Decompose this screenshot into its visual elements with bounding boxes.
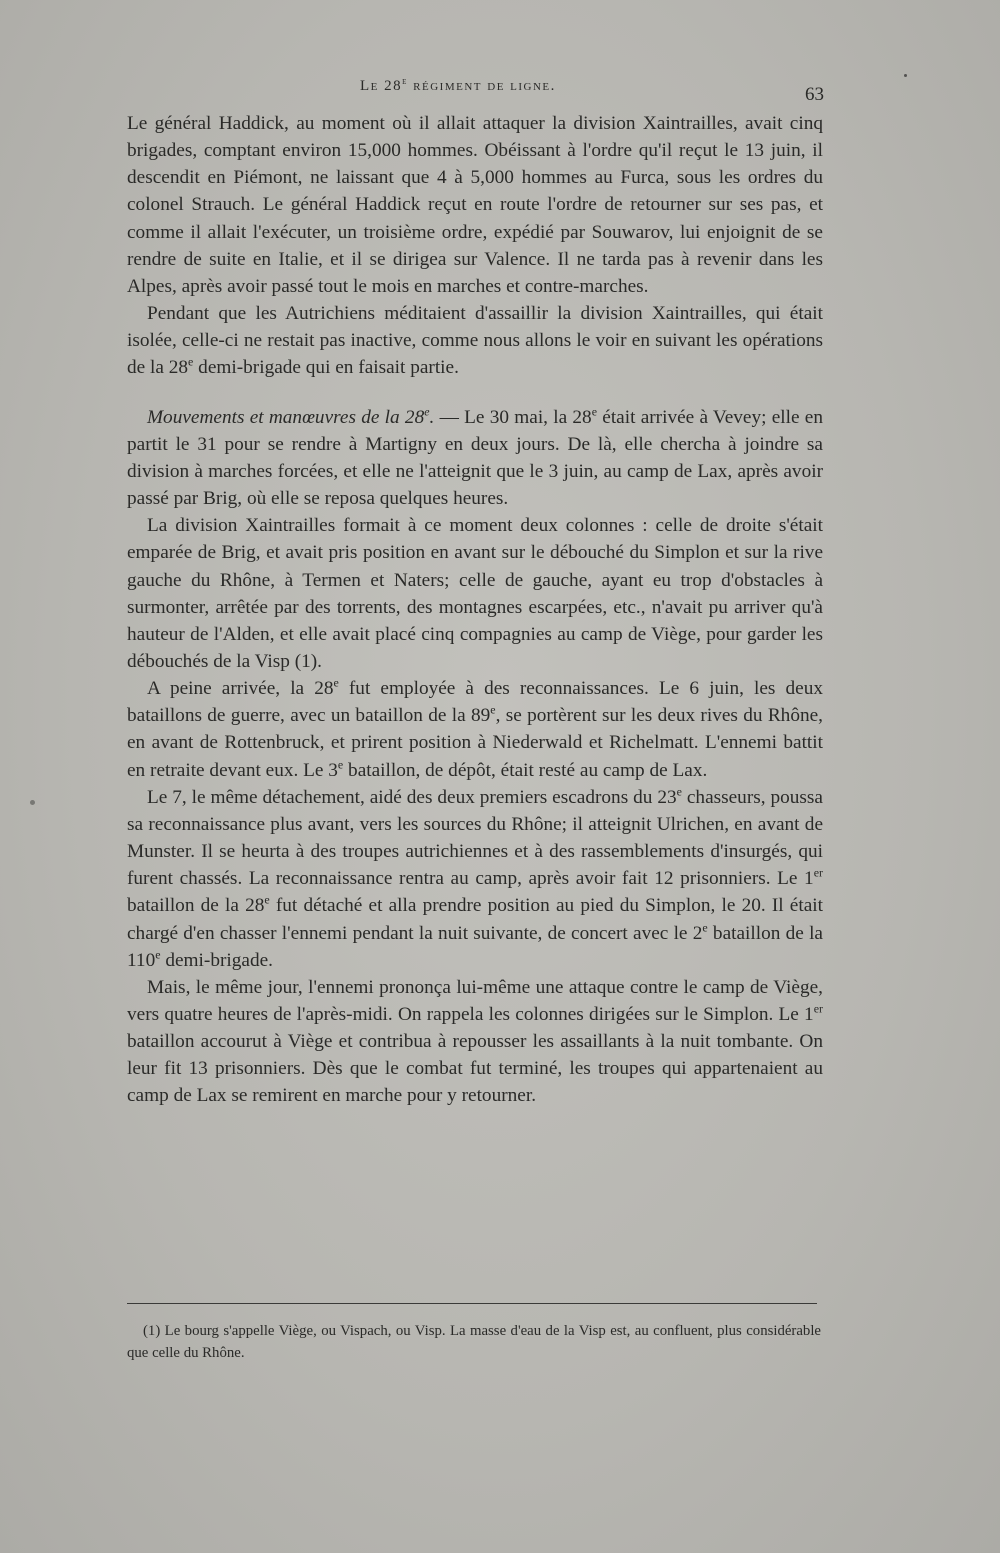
section-title: Mouvements et manœuvres de la 28e.: [147, 404, 435, 428]
paragraph-5: A peine arrivée, la 28e fut employée à des reconnaissances. Le 6 juin, les deux bataillons de guerre, avec un bataillon de la 89e, se portèrent sur les deux rives du Rhône, en avant de Rottenbruck, et prirent position à Niederwald et Richelmatt. L'ennemi battit en retraite devant eux. Le 3e bataillon, de dépôt, était resté au camp de Lax.: [127, 675, 823, 781]
paper-speck: [904, 74, 907, 77]
paper-speck: [30, 800, 35, 805]
paragraph-4: La division Xaintrailles formait à ce moment deux colonnes : celle de droite s'était emparée de Brig, et avait pris position en avant sur le débouché du Simplon et sur la rive gauche du Rhône, à Termen et Naters; celle de gauche, ayant eu trop d'obstacles à surmonter, arrêtée par des torrents, des montagnes escarpées, etc., n'avait pu arriver qu'à hauteur de l'Alden, et elle avait placé cinq compagnies au camp de Viège, pour garder les débouchés de la Visp (1).: [127, 515, 823, 672]
paragraph-2: Pendant que les Autrichiens méditaient d'assaillir la division Xaintrailles, qui était isolée, celle-ci ne restait pas inactive, comme nous allons le voir en suivant les opérations de la 28e demi-brigade qui en faisait partie.: [127, 303, 823, 379]
running-head: Le 28e régiment de ligne.: [360, 77, 556, 94]
footnote-text: (1) Le bourg s'appelle Viège, ou Vispach, ou Visp. La masse d'eau de la Visp est, au confluent, plus considérable que celle du Rhône.: [127, 1323, 821, 1361]
paragraph-6: Le 7, le même détachement, aidé des deux premiers escadrons du 23e chasseurs, poussa sa reconnaissance plus avant, vers les sources du Rhône; il atteignit Ulrichen, en avant de Munster. Il se heurta à des troupes autrichiennes et à des rassemblements d'insurgés, qui furent chassés. La reconnaissance rentra au camp, après avoir fait 12 prisonniers. Le 1er bataillon de la 28e fut détaché et alla prendre position au pied du Simplon, le 20. Il était chargé d'en chasser l'ennemi pendant la nuit suivante, de concert avec le 2e bataillon de la 110e demi-brigade.: [127, 784, 823, 971]
page-number: 63: [805, 84, 824, 105]
footnote-divider: [127, 1303, 817, 1304]
paragraph-1: Le général Haddick, au moment où il allait attaquer la division Xaintrailles, avait cinq brigades, comptant environ 15,000 hommes. Obéissant à l'ordre qu'il reçut le 13 juin, il descendit en Piémont, ne laissant que 4 à 5,000 hommes au Furca, sous les ordres du colonel Strauch. Le général Haddick reçut en route l'ordre de retourner sur ses pas, et comme il allait l'exécuter, un troisième ordre, expédié par Souwarov, lui enjoignit de se rendre de suite en Italie, et il se dirigea sur Valence. Il ne tarda pas à revenir dans les Alpes, après avoir passé tout le mois en marches et contre-marches.: [127, 113, 823, 297]
footnote: [127, 1320, 821, 1364]
page-header: [120, 74, 830, 104]
paragraph-7: Mais, le même jour, l'ennemi prononça lui-même une attaque contre le camp de Viège, vers quatre heures de l'après-midi. On rappela les colonnes dirigées sur le Simplon. Le 1er bataillon accourut à Viège et contribua à repousser les assaillants à la nuit tombante. On leur fit 13 prisonniers. Dès que le combat fut terminé, les troupes qui appartenaient au camp de Lax se remirent en marche pour y retourner.: [127, 976, 823, 1107]
paragraph-3-section-start: Mouvements et manœuvres de la 28e. — Le 30 mai, la 28e était arrivée à Vevey; elle en partit le 31 pour se rendre à Martigny en deux jours. De là, elle chercha à joindre sa division à marches forcées, et elle ne l'atteignit que le 3 juin, au camp de Lax, après avoir passé par Brig, où elle se reposa quelques heures.: [127, 404, 824, 510]
page-body: [127, 110, 823, 1110]
